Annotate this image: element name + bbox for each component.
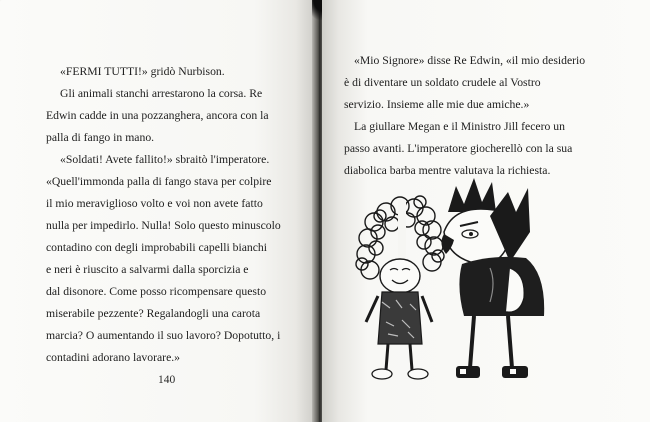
text-line: «Quell'immonda palla di fango stava per colpire — [46, 175, 272, 188]
text-line: contadini adorano lavorare.» — [46, 351, 181, 364]
text-line: Gli animali stanchi arrestarono la corsa. Re — [60, 87, 263, 100]
left-paragraph-3 — [60, 149, 269, 171]
text-line: dal disonore. Come posso ricompensare questo — [46, 285, 267, 298]
text-line: «Soldati! Avete fallito!» sbraitò l'imperatore. — [60, 153, 270, 166]
text-line: marcia? O aumentando il suo lavoro? Dopotutto, i — [46, 329, 281, 342]
left-paragraph-2 — [46, 83, 269, 149]
text-line: palla di fango in mano. — [46, 131, 155, 144]
illustration — [340, 172, 580, 394]
right-paragraph-1 — [344, 50, 585, 116]
text-line: La giullare Megan e il Ministro Jill fecero un — [354, 120, 565, 133]
page-number: 140 — [158, 374, 176, 386]
emperor-figure — [441, 178, 544, 378]
text-line: miserabile pezzente? Regalandogli una carota — [46, 307, 261, 320]
left-paragraph-4 — [46, 171, 281, 369]
text-line: nulla per impedirlo. Nulla! Solo questo minuscolo — [46, 219, 281, 232]
left-paragraph-1 — [60, 61, 225, 83]
text-line: «Mio Signore» disse Re Edwin, «il mio desiderio — [354, 54, 586, 67]
text-line: Edwin cadde in una pozzanghera, ancora con la — [46, 109, 269, 122]
text-line: contadino con degli improbabili capelli bianchi — [46, 241, 268, 254]
left-page — [0, 0, 318, 422]
text-line: diabolica barba mentre valutava la richiesta. — [344, 164, 551, 177]
text-line: servizio. Insieme alle mie due amiche.» — [344, 98, 530, 111]
farmer-figure — [356, 196, 444, 379]
text-line: il mio meraviglioso volto e voi non avete fatto — [46, 197, 263, 210]
text-line: è di diventare un soldato crudele al Vostro — [344, 76, 541, 89]
text-line: passo avanti. L'imperatore giocherellò con la sua — [344, 142, 573, 155]
text-line: «FERMI TUTTI!» gridò Nurbison. — [60, 65, 225, 78]
text-line: e neri è riuscito a salvarmi dalla sporcizia e — [46, 263, 249, 276]
